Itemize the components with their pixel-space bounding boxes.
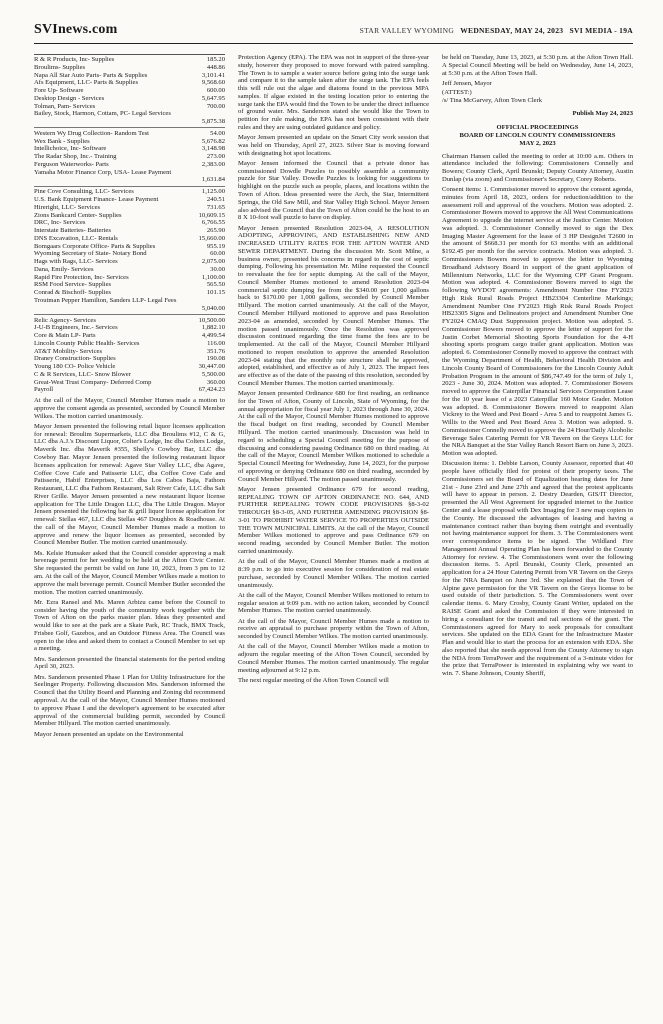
- expense-payee: U.S. Bank Equipment Finance- Lease Payment: [34, 196, 159, 204]
- paragraph: Mayor Jensen presented Ordinance 680 for first reading, an ordinance for the Town of Afton, County of Lincoln, State of Wyoming, for the annual appropriation for fiscal year July 1, 2023 through June 30, 2024. At the call of the Mayor, Council Member Humes motioned to approve the fiscal budget on first reading, seconded by Council Member Hillyard. The motion carried unanimously. Discussion was held in regard to scheduling a Special Council meeting for the purpose of discussing and considering passing Ordinance 680 on third reading. At the call of the Mayor, Council Member Wilkes motioned to schedule a Special Council Meeting for Wednesday, June 14, 2023, for the purpose of approving or denying Ordinance 680 on third reading, seconded by Council Member Hillyard. The motion passed unanimously.: [238, 390, 429, 483]
- column-3: [442, 54, 633, 741]
- expense-row: [34, 227, 225, 235]
- expense-row: [34, 250, 225, 258]
- signature-line: (ATTEST:): [442, 88, 472, 96]
- expense-row: [34, 95, 225, 103]
- expense-row: [34, 219, 225, 227]
- paragraph: Mr. Ezra Ransel and Ms. Maren Arbizu came before the Council to consider having the youth of the community work together with the Town of Afton on the parks master plan. Ideas they presented and would like to see at the park are a Skate Park, RC Track, BMX Track, Frisbee Golf, Gazebos, and an Outdoor Fitness Area. The Council was open to the idea and asked them to contact a Council Member to set up a meeting.: [34, 598, 225, 653]
- official-proceedings-heading: [442, 124, 633, 149]
- expense-payee: Hireright, LLC- Services: [34, 203, 101, 211]
- expense-amount: 265.90: [206, 227, 225, 235]
- paragraph: Mayor Jensen presented the following retail liquor licenses application for renewal: Broulim Supermarkets, LLC dba Broulims #12, C & G, LLC dba A.J.'s Discount Liquor, Colter's Lodge, Inc dba Colters Lodge, Maverik Inc. dba Maverik #355, Shelly's Cowboy Bar, LLC dba Cowboy Bar. Mayor Jensen presented the following restaurant liquor licenses application for renewal: Agave Star Valley LLC, dba Agave, Coffee Cove Cafe and Patisserie LLC, dba Coffee Cove Cafe and Patisserie, Habif Enterprises, LLC dba Los Cabos Baja, Fathom Restaurant, LLC dba Fathom Restaurant, Salt River Cafe, LLC dba Salt River Grille. Mayor Jensen presented a new restaurant liquor license application for The Little Dragon LLC, dba The Little Dragon. Mayor Jensen presented the following bar & grill liquor license application for renewal: Stellas 467, LLC dba Stellas 467 Doughbox & Roadhouse. At the call of the Mayor, Council Member Humes made a motion to approve and renew the liquor licenses as presented, seconded by Council Member Butler. The motion carried unanimously.: [34, 422, 225, 547]
- expense-row: [34, 348, 225, 356]
- expense-amount: 9,568.60: [201, 79, 225, 87]
- paragraph: The next regular meeting of the Afton Town Council will: [238, 676, 389, 684]
- expense-amount: 4,499.54: [201, 332, 225, 340]
- expense-row: [34, 212, 225, 220]
- paragraph: Mayor Jensen presented Ordinance 679 for second reading, REPEALING TOWN OF AFTON ORDINANCE NO. 644, AND FURTHER REPEALING TOWN CODE PROVISIONS §8-3-02 THROUGH §8-3-05, AND FURTHER AMENDING PROVISION §8-3-01 TO PROHIBIT WATER SERVICE TO PROPERTIES OUTSIDE THE TOWN MUNICIPAL LIMITS. At the call of the Mayor, Council Member Wilkes motioned to approve and pass Ordinance 679 on second reading, seconded by Council Member Butler. The motion carried unanimously.: [238, 485, 429, 555]
- expense-amount: 190.08: [206, 355, 225, 363]
- divider: [34, 314, 225, 315]
- expense-row: [34, 235, 225, 243]
- expense-payee: Wex Bank - Supplies: [34, 137, 90, 145]
- column-1-paragraphs: [34, 397, 225, 738]
- expense-row: [34, 379, 225, 387]
- expense-payee: DNS Excavation, LLC- Rentals: [34, 234, 118, 242]
- expense-amount: 731.65: [206, 203, 225, 211]
- publish-line: Publish May 24, 2023: [572, 110, 633, 118]
- expense-payee: Intellichoice, Inc- Software: [34, 145, 107, 153]
- expense-amount: 2,383.00: [201, 160, 225, 168]
- expense-amount: 116.00: [207, 339, 225, 347]
- expense-payee: C & R Services, LLC- Snow Blower: [34, 370, 131, 378]
- expense-payee: Afs Equipment, LLC- Parts & Supplies: [34, 79, 139, 87]
- expense-payee: Broulims- Supplies: [34, 63, 86, 71]
- expense-row: [34, 371, 225, 379]
- signature-line: Jeff Jensen, Mayor: [442, 79, 492, 87]
- expense-amount: 10,609.15: [198, 211, 225, 219]
- expense-payee: Wyoming Secretary of State- Notary Bond: [34, 250, 147, 258]
- expense-row: [34, 289, 225, 297]
- heading-line: BOARD OF LINCOLN COUNTY COMMISSIONERS: [459, 132, 616, 140]
- masthead-edition: SVI MEDIA - 19A: [569, 26, 633, 35]
- expense-amount: 101.15: [206, 289, 225, 297]
- expense-amount: 185.20: [206, 56, 225, 63]
- expense-row: [34, 145, 225, 153]
- site-name: SVInews.com: [34, 22, 118, 37]
- expense-row: [34, 169, 225, 185]
- expense-payee: Desktop Design - Services: [34, 94, 105, 102]
- expense-payee: Zions Bankcard Center- Supplies: [34, 211, 122, 219]
- expense-payee: Dana, Emily- Services: [34, 265, 94, 273]
- expense-payee: Rapid Fire Protection, Inc- Services: [34, 273, 129, 281]
- expense-row: [34, 103, 225, 111]
- heading-line: MAY 2, 2023: [519, 140, 556, 148]
- expense-payee: Yamaha Motor Finance Corp, USA- Lease Payment: [34, 168, 172, 176]
- expense-amount: 1,631.84: [201, 176, 225, 184]
- masthead-dateline: [360, 26, 633, 35]
- expense-amount: 30.00: [210, 265, 225, 273]
- expense-payee: AT&T Mobility- Services: [34, 347, 103, 355]
- expense-amount: 5,040.00: [201, 304, 225, 312]
- expense-row: [34, 188, 225, 196]
- expense-row: [34, 266, 225, 274]
- expense-amount: 15,660.00: [198, 234, 225, 242]
- masthead: [34, 22, 633, 41]
- masthead-location: STAR VALLEY WYOMING: [359, 26, 455, 35]
- expense-amount: 273.00: [206, 153, 225, 161]
- expense-payee: Tolman, Pam- Services: [34, 102, 96, 110]
- paragraph: Discussion items: 1. Debbie Larson, County Assessor, reported that 40 people have officially filed for protest of their property taxes. The Commissioners set the Board of Equalization hearing dates for June 21st - June 23rd and June 27th and agreed that the protest applicants will have to appear in person. 2. Destry Dearden, GIS/IT Director, presented the All West Agreement for upgraded internet to the Justice Center and a lease proposal with Dex Imaging for 3 new map copiers in the County. He discussed the advantages of leasing and having a maintenance contract rather than buying them outright and eventually not having maintenance support for them. 3. The Commissioners went over correspondence items to be signed. The Wildland Fire Management Annual Operating Plan has been forwarded to the County Attorney for review. 4. The Commissioners went over the following discussion items. 5. April Brunski, County Clerk, presented an application for a 24 Hour Catering Permit from VR Tavern on the Greys for the NRA Banquet on June 3rd. She explained that the Town of Alpine gave permission for the VR Tavern on the Greys license to be used outside of their jurisdiction. 5. The Commissioners went over calendar items. 6. Mary Crosby, County Grant Writer, updated on the RAISE Grant and asked the Commission if they were interested in hiring a consultant for the transit and rail sections of the grant. The Commissioners agreed for Mary to seek proposals for consultant services. She updated on the EDA Grant for the Infrastructure Master Plan and would like to start the process for an extension with EDA. She also reported that she needs approval from the County Attorney to sign the NDA from TerraPower and the requirement of a 3-minute video for the prize that TerraPower is interested in explaining why we want to win. 7. Shane Johnson, County Sheriff,: [442, 460, 633, 678]
- expense-row: [34, 161, 225, 169]
- expense-row: [34, 204, 225, 212]
- paragraph: Mrs. Sanderson presented the financial statements for the period ending April 30, 2023.: [34, 655, 225, 671]
- expense-row: [34, 79, 225, 87]
- paragraph: Mayor Jensen presented Resolution 2023-04, A RESOLUTION ADOPTING, APPROVING, AND ESTABLISHING NEW AND INCREASED UTILITY RATES FOR THE AFTON WATER AND SEWER DEPARTMENT. During the discussion Mr. Scott Milne, a business owner, presented his concerns in regard to the cost of septic dumping. Following his presentation Mr. Milne requested the Council to reevaluate the fee for septic dumping. At the call of the Mayor, Council Member Humes motioned to amend Resolution 2023-04 commercial septic dumping fee from the $340.00 per 1,000 gallons back to $170.00 per 1,000 gallons, seconded by Council Member Hillyard. The motion carried unanimously. At the call of the Mayor, Council Member Hillyard motioned to approve and pass Resolution 2023-04 as amended, seconded by Council Member Humes. The motion passed unanimously. Once the Resolution was approved discussion continued regarding the time frame the fees are to be implemented. At the call of the Mayor, Council Member Hillyard motioned to reopen resolution to approve the amended Resolution 2023-04 stating that the monthly rate structure shall be approved, adopted, established, and effective as of July 1, 2023. The impact fees are effective as of the date of the passing of this resolution, seconded by Council Member Humes. The motion carried unanimously.: [238, 224, 429, 387]
- expense-amount: 67,424.23: [198, 386, 225, 394]
- expense-row: [34, 196, 225, 204]
- paragraph: At the call of the Mayor, Council Member Wilkes made a motion to adjourn the regular meeting of the Afton Town Council, seconded by Council Member Humes. The motion carried unanimously. The regular meeting adjourned at 9:12 p.m.: [238, 643, 429, 674]
- expense-payee: DRC, Inc- Services: [34, 219, 86, 227]
- expense-payee: Bomgaars Corporate Office- Parts & Supplies: [34, 242, 156, 250]
- expense-row: [34, 332, 225, 340]
- expense-row: [34, 274, 225, 282]
- signature-block: [442, 80, 633, 105]
- expense-payee: Napa All Star Auto Parts- Parts & Supplies: [34, 71, 148, 79]
- column-3-paragraphs: [442, 153, 633, 678]
- expense-list: [34, 54, 225, 394]
- paragraph: Ms. Kelsie Hunsaker asked that the Council consider approving a malt beverage permit for her wedding to be held at the Afton Civic Center. She requested the permit be valid on June 10, 2023, from 3 pm to 12 am. At the call of the Mayor, Council Member Wilkes made a motion to approve the malt beverage permit. Council Member Butler seconded the motion. The motion carried unanimously.: [34, 549, 225, 596]
- column-2-paragraphs: [238, 54, 429, 685]
- expense-row: [34, 153, 225, 161]
- expense-row: [34, 243, 225, 251]
- expense-amount: 2,075.00: [201, 258, 225, 266]
- expense-amount: 1,100.00: [201, 273, 225, 281]
- expense-payee: Western Wy Drug Collection- Random Test: [34, 129, 150, 137]
- expense-payee: Troutman Pepper Hamilton, Sanders LLP- Legal Fees: [34, 296, 177, 304]
- paragraph: Chairman Hansen called the meeting to order at 10:00 a.m. Others in attendance included the following: Commissioners Connelly and Bowers; County Clerk, April Brunski; Deputy County Attorney, Austin Dunlap (via zoom) and Commissioner's Secretary, Corey Roberts.: [442, 152, 633, 183]
- expense-payee: Young 180 CO- Police Vehicle: [34, 363, 116, 371]
- expense-payee: R & R Products, Inc- Supplies: [34, 56, 115, 63]
- expense-row: [34, 130, 225, 138]
- paragraph: At the call of the Mayor, Council Member Humes made a motion to approve the consent agenda as presented, seconded by Council Member Wilkes. The motion carried unanimously.: [34, 397, 225, 420]
- expense-amount: 955.19: [206, 242, 225, 250]
- expense-payee: J-U-B Engineers, Inc.- Services: [34, 324, 118, 332]
- paragraph: Mayor Jensen presented an update on the Environmental: [34, 730, 184, 738]
- expense-amount: 3,101.41: [201, 71, 225, 79]
- expense-payee: Fore Up- Software: [34, 87, 84, 95]
- article-columns: [34, 54, 633, 741]
- expense-payee: Payroll: [34, 386, 54, 394]
- expense-row: [34, 363, 225, 371]
- signature-line: /s/ Tina McGarvey, Afton Town Clerk: [442, 97, 543, 105]
- expense-row: [34, 56, 225, 64]
- paragraph: Protection Agency (EPA). The EPA was not in support of the three-year study, however they proposed to move forward with paired sampling. The Town is to sample a water source before going into the surge tank and compare it to the sample taken after the surge tank. The EPA feels this will rule out the algae and diatoms found in the previous MPA samples. If algae existed in the testing location prior to entering the surge tank the EPA would find the Town to be under the direct influence of ground water. Mrs. Sanderson stated she would like the Town to petition for rule making, the EPA has not been consistent with their rules and they are using outdated guidance and policy.: [238, 54, 429, 131]
- expense-payee: Conrad & Bischoff- Supplies: [34, 289, 111, 297]
- expense-amount: 1,125.00: [201, 188, 225, 196]
- paragraph: Mayor Jensen informed the Council that a private donor has commissioned Dowdle Puzzles to possibly assemble a community puzzle for Star Valley. Dowdle Puzzles is looking for suggestions to highlight on the puzzle such as people, places, and locations within the Town of Afton. Ideas presented were the Arch, the Star, Intermittent Springs, the Old Saw Mill, and Star Valley High School. Mayor Jensen also advised the Council that the Town of Afton could be the host to an 8 X 10-foot wall puzzle to have on display.: [238, 159, 429, 222]
- expense-payee: Hags with Rags, LLC- Services: [34, 258, 118, 266]
- column-2: [238, 54, 429, 741]
- expense-amount: 700.00: [206, 102, 225, 110]
- expense-payee: The Radar Shop, Inc.- Training: [34, 153, 117, 161]
- expense-amount: 240.51: [206, 196, 225, 204]
- expense-amount: 600.00: [206, 87, 225, 95]
- expense-payee: Core & Main LP- Parts: [34, 332, 96, 340]
- expense-row: [34, 281, 225, 289]
- expense-amount: 5,676.82: [201, 137, 225, 145]
- paragraph: At the call of the Mayor, Council Member Humes made a motion at 8:39 p.m. to go into executive session for consideration of real estate purchase, seconded by Council Member Wilkes. The motion carried unanimously.: [238, 558, 429, 589]
- expense-row: [34, 258, 225, 266]
- paragraph: Mrs. Sanderson presented Phase 1 Plan for Utility Infrastructure for the Seelinger Property. Following discussion Mrs. Sanderson informed the Council that the Utility Board and Planning and Zoning did recommend approval. At the call of the Mayor, Council Member Humes motioned to approve Phase I and the developer's agreement to be executed after approval of the commercial building permit, seconded by Council Member Hillyard. The motion carried unanimously.: [34, 673, 225, 728]
- expense-amount: 448.86: [206, 63, 225, 71]
- expense-payee: Interstate Batteries- Batteries: [34, 227, 111, 235]
- paragraph: Consent items: 1. Commissioner moved to approve the consent agenda, minutes from April 18, 2023, orders for reduction/addition to the assessment roll and approval of the vouchers. Motion was adopted. 2. Commissioner Bowers moved to approve the All West Communications Agreement to upgrade the internet service at the Justice Center. Motion was adopted. 3. Commissioner Connelly moved to sign the Dex Imaging Master Agreement for the lease of 3 HP DesignJet T2600 in the amount of $668.31 per month for 63 months with an additional $192.45 per month for the service contracts. Motion was adopted. 3. Commissioners Bowers moved to approve the letter to Wyoming Broadband Advisory Board in support of the grant application of Millennium Networks, LLC for the Wyoming CPF Grant Program. Motion was adopted. 4. Commissioner Bowers moved to sign the following WYDOT agreements: Amendment Number One FY2023 High Risk Rural Roads Project HB23304 Centerline Markings; Amendment Number One FY2023 High Risk Rural Roads Project HB23305 Signs and Delineators project and Amendment Number One FY2024 CMAQ Dust Suppression project. Motion was adopted. 5. Commissioner Bowers moved to approve the letter of support for the Justin Corbet Memorial Shooting Sports Foundation for the 4-H shooting sports program cargo trailer grant application. Motion was adopted. 6. Commissioner Connelly moved to approve the contract with the Wyoming Department of Health, Behavioral Health Division and Lincoln County Board of Commissioners for the Lincoln County Adult Probation Program in the amount of $86,747.49 for the term of July 1, 2023 - June 30, 2024. Motion was adopted. 7. Commissioner Bowers moved to approve the Caterpillar Financial Services Corporation Lease for the 10 year lease of a 2023 Caterpillar 160 Motor Grader. Motion was adopted. 8. Commissioner Bowers moved to reappoint Alan Vickrey to the Weed and Pest Board - Area 5 and to reappoint James G. Willis to the Weed and Pest Board Area 3. Motion was adopted. 9. Commissioner Connelly moved to approve the 24 Hour/Daily Alcoholic Beverage Sales Catering Permit for VR Tavern on the Greys LLC for the NRA Banquet at the Star Valley Ranch Resort Barn on June 3, 2023. Motion was adopted.: [442, 186, 633, 458]
- expense-payee: Bailey, Stock, Harmon, Cottam, PC- Legal Services: [34, 110, 171, 118]
- expense-row: [34, 72, 225, 80]
- expense-amount: 360.00: [206, 378, 225, 386]
- column-1: [34, 54, 225, 741]
- expense-row: [34, 87, 225, 95]
- expense-payee: Draney Construction- Supplies: [34, 355, 116, 363]
- expense-row: [34, 386, 225, 394]
- expense-row: [34, 340, 225, 348]
- expense-payee: RSM Food Service- Supplies: [34, 281, 112, 289]
- expense-amount: 30,447.00: [198, 363, 225, 371]
- expense-amount: 5,875.38: [201, 118, 225, 126]
- expense-amount: 1,882.10: [201, 324, 225, 332]
- expense-row: [34, 324, 225, 332]
- expense-payee: Pine Cove Consulting, LLC- Services: [34, 188, 134, 196]
- expense-payee: Great-West Trust Company- Deferred Comp: [34, 378, 152, 386]
- heading-line: OFFICIAL PROCEEDINGS: [496, 123, 579, 131]
- paragraph: Mayor Jensen presented an update on the Smart City work session that was held on Thursday, April 27, 2023. Silver Star is moving forward with designating hot spot locations.: [238, 134, 429, 157]
- divider: [34, 127, 225, 128]
- expense-payee: Ferguson Waterworks- Parts: [34, 160, 109, 168]
- expense-amount: 10,500.00: [198, 316, 225, 324]
- masthead-rule: [34, 43, 633, 44]
- expense-amount: 5,500.00: [201, 370, 225, 378]
- expense-row: [34, 355, 225, 363]
- divider: [34, 186, 225, 187]
- masthead-date: WEDNESDAY, MAY 24, 2023: [460, 26, 564, 35]
- expense-row: [34, 317, 225, 325]
- expense-amount: 6,766.55: [201, 219, 225, 227]
- expense-amount: 565.50: [206, 281, 225, 289]
- expense-row: [34, 297, 225, 313]
- expense-payee: Lincoln County Public Health- Services: [34, 339, 140, 347]
- expense-row: [34, 110, 225, 126]
- expense-payee: Relic Agency- Services: [34, 316, 96, 324]
- paragraph: At the call of the Mayor, Council Member Wilkes motioned to return to regular session at 9:09 p.m. with no action taken, seconded by Council Member Humes. The motion carried unanimously.: [238, 591, 429, 615]
- expense-amount: 351.76: [206, 347, 225, 355]
- expense-amount: 5,647.95: [201, 94, 225, 102]
- expense-row: [34, 64, 225, 72]
- continuation-paragraph: be held on Tuesday, June 13, 2023, at 5:30 p.m. at the Afton Town Hall. A Special Council Meeting will be held on Wednesday, June 14, 2023, at 5:30 p.m. at the Afton Town Hall.: [442, 54, 633, 77]
- expense-amount: 3,148.98: [201, 145, 225, 153]
- expense-row: [34, 138, 225, 146]
- paragraph: At the call of the Mayor, Council Member Humes made a motion to receive an appraisal to purchase property within the Town of Afton, seconded by Council Member Wilkes. The motion carried unanimously.: [238, 617, 429, 641]
- expense-amount: 60.00: [210, 250, 225, 258]
- expense-amount: 54.00: [210, 129, 225, 137]
